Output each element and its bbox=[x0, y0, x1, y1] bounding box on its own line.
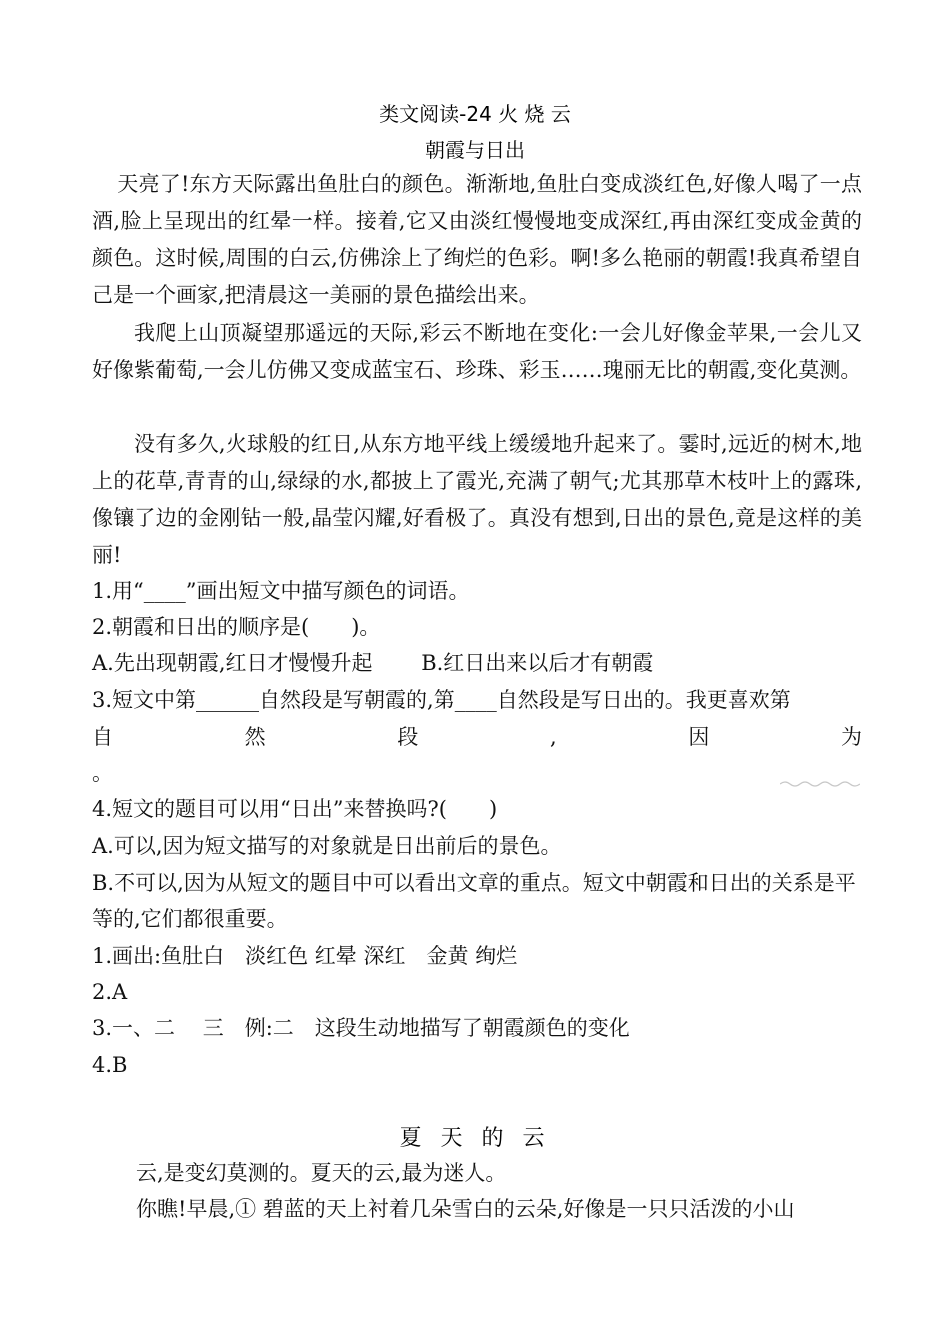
question-1: 1.用“____”画出短文中描写颜色的词语。 bbox=[92, 579, 470, 603]
question-4: 4.短文的题目可以用“日出”来替换吗?( ) bbox=[92, 797, 498, 821]
question-3: 3.短文中第______自然段是写朝霞的,第____自然段是写日出的。我更喜欢第 bbox=[92, 688, 791, 712]
answer-2: 2.A bbox=[92, 980, 128, 1004]
answer-3: 3.一、二 三 例:二 这段生动地描写了朝霞颜色的变化 bbox=[92, 1016, 630, 1040]
q3-char: 自 bbox=[92, 725, 113, 749]
q3-char: 为 bbox=[840, 725, 862, 749]
paragraph-2: 我爬上山顶凝望那遥远的天际,彩云不断地在变化:一会儿好像金苹果,一会儿又好像紫葡萄,一会儿仿佛又变成蓝宝石、珍珠、彩玉……瑰丽无比的朝霞,变化莫测。 bbox=[92, 321, 862, 382]
section-title: 朝霞与日出 bbox=[425, 138, 525, 162]
paragraph-1: 天亮了!东方天际露出鱼肚白的颜色。渐渐地,鱼肚白变成淡红色,好像人喝了一点酒,脸上呈现出的红晕一样。接着,它又由淡红慢慢地变成深红,再由深红变成金黄的颜色。这时候,周围的白云,仿佛涂上了绚烂的色彩。啊!多么艳丽的朝霞!我真希望自己是一个画家,把清晨这一美丽的景色描绘出来。 bbox=[92, 172, 862, 307]
question-3-continuation bbox=[92, 720, 862, 754]
question-2-options: A.先出现朝霞,红日才慢慢升起 B.红日出来以后才有朝霞 bbox=[92, 651, 654, 675]
q3-char: 然 bbox=[244, 725, 266, 749]
document-title: 类文阅读-24 火 烧 云 bbox=[379, 102, 571, 126]
section-title-2: 夏 天 的 云 bbox=[399, 1126, 551, 1151]
paragraph-2-2: 你瞧!早晨,① 碧蓝的天上衬着几朵雪白的云朵,好像是一只只活泼的小山 bbox=[136, 1197, 795, 1221]
answer-4: 4.B bbox=[92, 1053, 128, 1077]
q3-char: 段 bbox=[397, 725, 419, 749]
paragraph-3: 没有多久,火球般的红日,从东方地平线上缓缓地升起来了。霎时,远近的树木,地上的花草,青青的山,绿绿的水,都披上了霞光,充满了朝气;尤其那草木枝叶上的露珠,像镶了边的金刚钻一般,晶莹闪耀,好看极了。真没有想到,日出的景色,竟是这样的美丽! bbox=[92, 432, 862, 567]
q3-char: 因 bbox=[688, 725, 710, 749]
question-2: 2.朝霞和日出的顺序是( )。 bbox=[92, 615, 381, 639]
paragraph-2-1: 云,是变幻莫测的。夏天的云,最为迷人。 bbox=[136, 1161, 507, 1185]
question-3-end: 。 bbox=[92, 761, 113, 785]
answer-1: 1.画出:鱼肚白 淡红色 红晕 深红 金黄 绚烂 bbox=[92, 944, 518, 968]
question-4-option-a: A.可以,因为短文描写的对象就是日出前后的景色。 bbox=[92, 834, 562, 858]
q3-char: , bbox=[549, 725, 557, 749]
question-4-option-b: B.不可以,因为从短文的题目中可以看出文章的重点。短文中朝霞和日出的关系是平等的,它们都很重要。 bbox=[92, 871, 856, 931]
